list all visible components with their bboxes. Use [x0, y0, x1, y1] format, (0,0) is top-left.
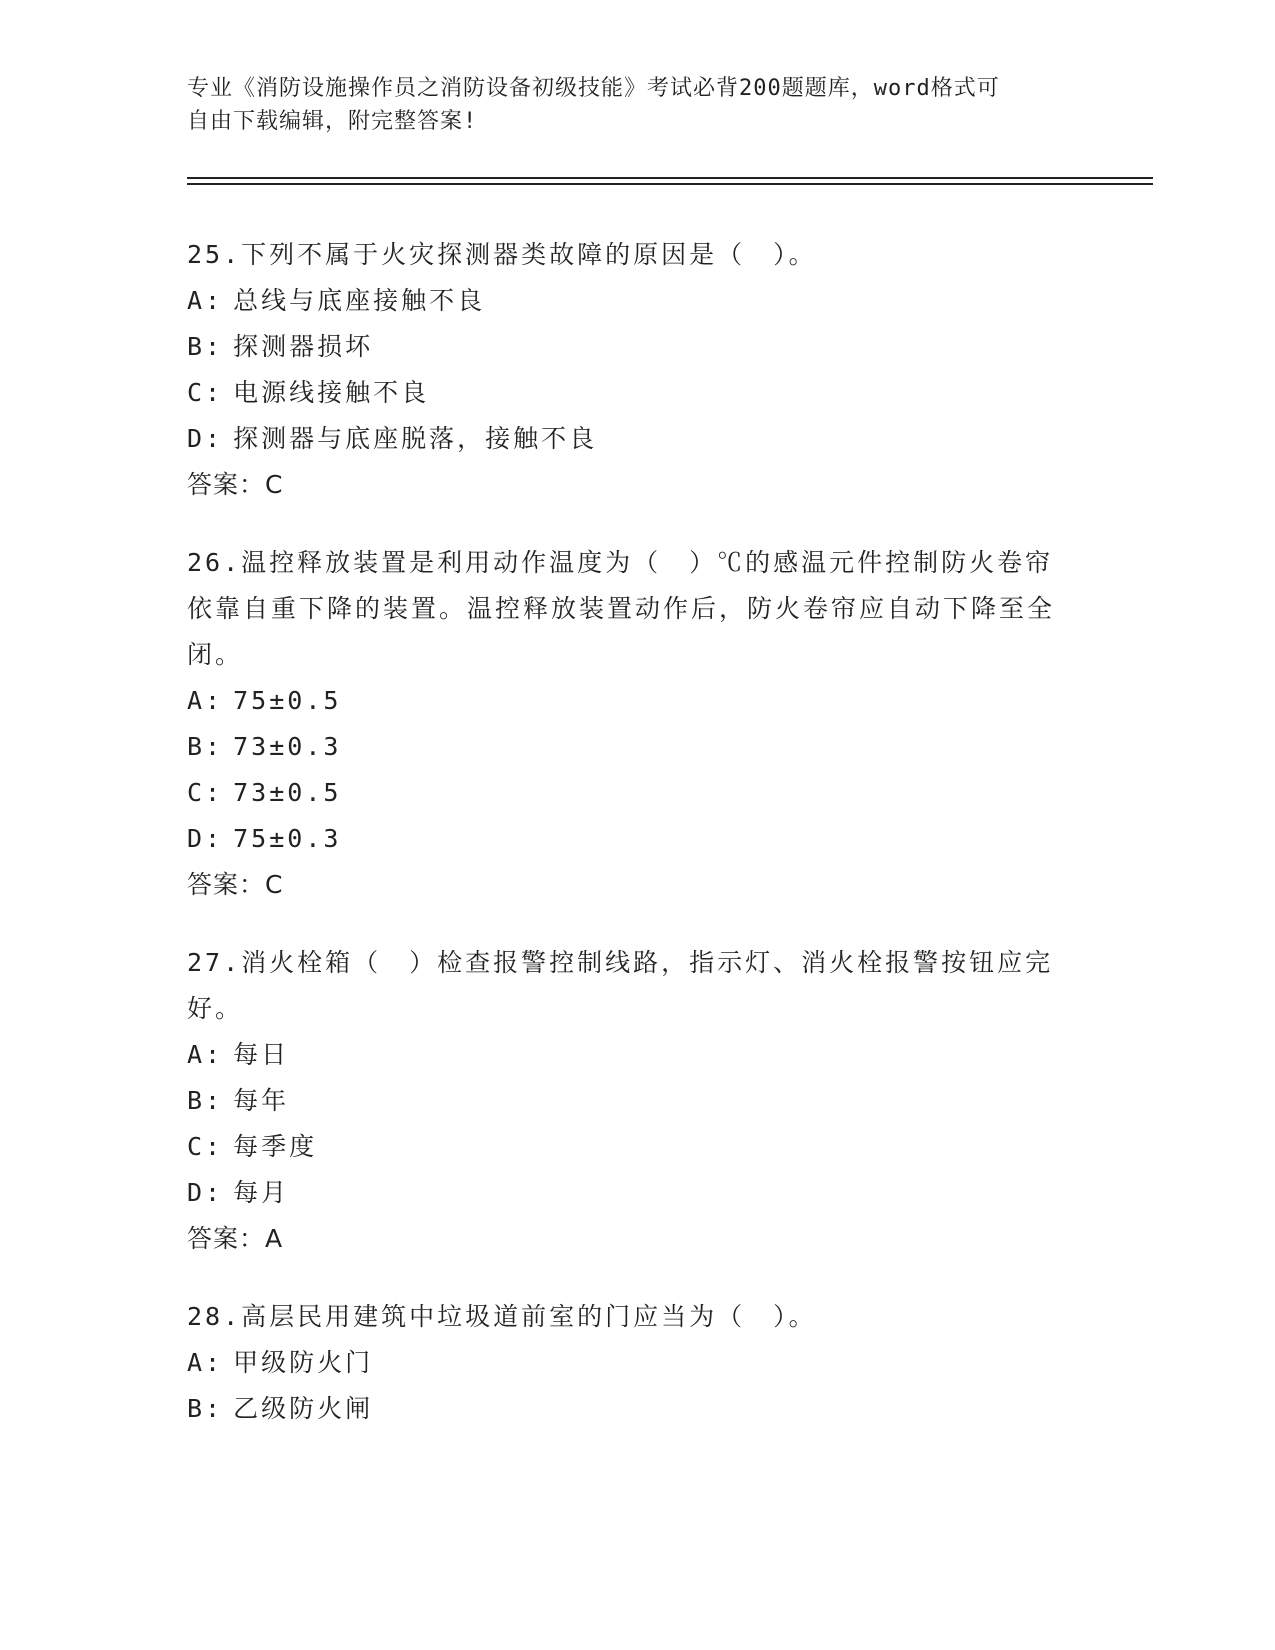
option-key: D:: [187, 424, 224, 453]
option-text: 73±0.5: [233, 778, 342, 807]
header-line-2: 自由下载编辑，附完整答案!: [187, 109, 478, 134]
option-text: 探测器与底座脱落，接触不良: [233, 424, 598, 453]
option-text: 甲级防火门: [233, 1348, 374, 1377]
answer-line: 答案：C: [187, 470, 284, 499]
option-d: [187, 416, 1087, 462]
option-key: A:: [187, 1348, 224, 1377]
answer-line: 答案：A: [187, 1224, 284, 1253]
question-27: [187, 940, 1087, 1262]
option-key: B:: [187, 1086, 224, 1115]
option-b: [187, 1386, 1087, 1432]
option-b: [187, 324, 1087, 370]
option-text: 总线与底座接触不良: [233, 286, 486, 315]
option-text: 探测器损坏: [233, 332, 374, 361]
option-text: 73±0.3: [233, 732, 342, 761]
header-line-1: 专业《消防设施操作员之消防设备初级技能》考试必背200题题库，word格式可: [187, 76, 1000, 101]
option-text: 乙级防火闸: [233, 1394, 374, 1423]
option-text: 每年: [233, 1086, 290, 1115]
option-key: C:: [187, 778, 224, 807]
option-c: [187, 1124, 1087, 1170]
option-text: 每月: [233, 1178, 290, 1207]
option-text: 每季度: [233, 1132, 318, 1161]
option-d: [187, 816, 1087, 862]
option-a: [187, 278, 1087, 324]
option-text: 75±0.5: [233, 686, 342, 715]
header-divider-bottom: [187, 183, 1153, 185]
question-26: [187, 540, 1087, 908]
option-key: B:: [187, 332, 224, 361]
answer-line: 答案：C: [187, 870, 284, 899]
option-text: 电源线接触不良: [233, 378, 430, 407]
option-key: A:: [187, 686, 224, 715]
question-25: [187, 232, 1087, 508]
option-key: B:: [187, 1394, 224, 1423]
header-divider-top: [187, 177, 1153, 179]
option-key: C:: [187, 378, 224, 407]
question-28: [187, 1294, 1087, 1432]
option-text: 75±0.3: [233, 824, 342, 853]
question-stem: 25.下列不属于火灾探测器类故障的原因是（ ）。: [187, 240, 817, 269]
option-d: [187, 1170, 1087, 1216]
option-c: [187, 370, 1087, 416]
option-a: [187, 1032, 1087, 1078]
option-key: D:: [187, 1178, 224, 1207]
option-a: [187, 678, 1087, 724]
question-stem: 28.高层民用建筑中垃圾道前室的门应当为（ ）。: [187, 1302, 817, 1331]
option-b: [187, 1078, 1087, 1124]
option-text: 每日: [233, 1040, 290, 1069]
option-c: [187, 770, 1087, 816]
option-a: [187, 1340, 1087, 1386]
option-key: A:: [187, 286, 224, 315]
question-stem: 27.消火栓箱（ ）检查报警控制线路，指示灯、消火栓报警按钮应完好。: [187, 948, 1054, 1023]
option-key: C:: [187, 1132, 224, 1161]
option-b: [187, 724, 1087, 770]
question-stem: 26.温控释放装置是利用动作温度为（ ）℃的感温元件控制防火卷帘依靠自重下降的装置。温控释放装置动作后，防火卷帘应自动下降至全闭。: [187, 548, 1056, 669]
option-key: A:: [187, 1040, 224, 1069]
option-key: B:: [187, 732, 224, 761]
question-list: [187, 232, 1087, 1464]
document-header: [187, 72, 1067, 138]
option-key: D:: [187, 824, 224, 853]
